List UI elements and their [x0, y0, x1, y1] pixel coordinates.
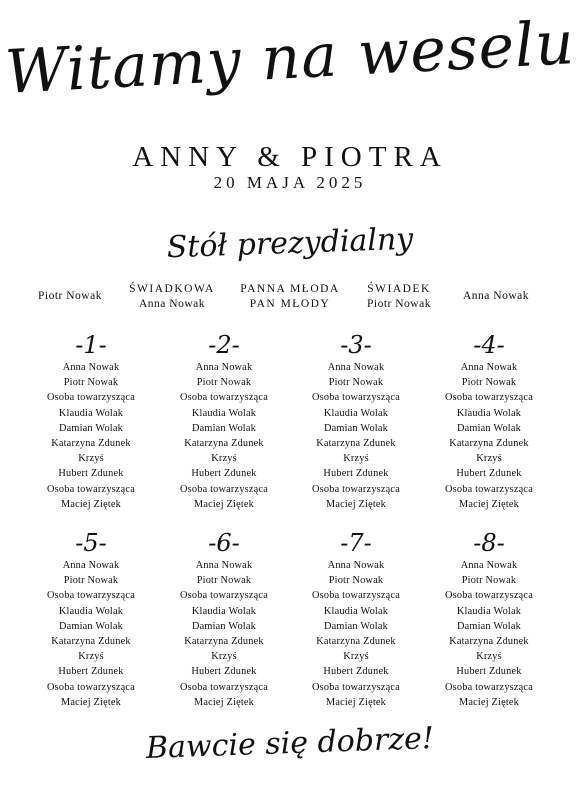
guest-name: Piotr Nowak — [63, 377, 119, 389]
guest-name: Osoba towarzysząca — [180, 681, 268, 693]
guest-name: Osoba towarzysząca — [312, 483, 400, 495]
welcome-title: Witamy na weselu — [3, 8, 577, 108]
guest-name: Maciej Ziętek — [60, 696, 122, 708]
guest-name: Katarzyna Zdunek — [316, 438, 396, 450]
guest-name: Osoba towarzysząca — [180, 483, 268, 495]
guest-name: Klaudia Wolak — [58, 407, 124, 419]
guest-name: Maciej Ziętek — [193, 696, 255, 708]
table-number: -1- — [75, 331, 107, 359]
closing-message: Bawcie się dobrze! — [145, 720, 435, 767]
guest-name: Klaudia Wolak — [323, 407, 389, 419]
guest-name: Osoba towarzysząca — [445, 681, 533, 693]
guest-name: Maciej Ziętek — [60, 498, 122, 510]
guest-name: Katarzyna Zdunek — [51, 636, 131, 648]
guest-name: Krzyś — [476, 651, 502, 663]
table-6 — [158, 528, 290, 710]
head-seat-3 — [228, 282, 352, 312]
table-number: -6- — [208, 529, 240, 557]
guest-name: Osoba towarzysząca — [47, 483, 135, 495]
guest-name: Osoba towarzysząca — [47, 590, 135, 602]
guest-name: Katarzyna Zdunek — [449, 438, 529, 450]
head-seat-name: Anna Nowak — [139, 298, 205, 310]
guest-name: Klaudia Wolak — [58, 605, 124, 617]
guest-name: Anna Nowak — [62, 362, 120, 373]
guest-name: Maciej Ziętek — [458, 498, 520, 510]
guest-name: Damian Wolak — [323, 422, 388, 434]
guest-name: Anna Nowak — [195, 560, 253, 571]
guest-name: Hubert Zdunek — [58, 468, 124, 480]
guest-name: Katarzyna Zdunek — [316, 636, 396, 648]
guest-name: Osoba towarzysząca — [47, 392, 135, 404]
guest-name: Krzyś — [343, 651, 369, 663]
guest-name: Anna Nowak — [62, 560, 120, 571]
table-5 — [25, 528, 157, 710]
head-table-seats — [0, 280, 580, 320]
head-seat-role: ŚWIADEK — [367, 283, 431, 295]
guest-name: Damian Wolak — [58, 620, 123, 632]
guest-name: Hubert Zdunek — [58, 666, 124, 678]
guest-name: Hubert Zdunek — [323, 468, 389, 480]
table-number: -5- — [75, 529, 107, 557]
guest-name: Anna Nowak — [327, 362, 385, 373]
guest-name: Hubert Zdunek — [456, 666, 522, 678]
guest-name: Maciej Ziętek — [325, 498, 387, 510]
guest-name: Klaudia Wolak — [191, 605, 257, 617]
guest-name: Osoba towarzysząca — [445, 483, 533, 495]
guest-name: Damian Wolak — [456, 620, 521, 632]
guest-name: Katarzyna Zdunek — [184, 636, 264, 648]
table-2 — [158, 330, 290, 512]
guest-name: Maciej Ziętek — [325, 696, 387, 708]
table-number: -8- — [473, 529, 505, 557]
guest-name: Osoba towarzysząca — [312, 590, 400, 602]
table-4 — [423, 330, 555, 512]
guest-name: Osoba towarzysząca — [47, 681, 135, 693]
wedding-date: 20 MAJA 2025 — [213, 173, 367, 192]
table-3 — [290, 330, 422, 512]
guest-name: Osoba towarzysząca — [312, 392, 400, 404]
guest-name: Damian Wolak — [58, 422, 123, 434]
head-seat-groom: PAN MŁODY — [249, 298, 331, 310]
table-number: -2- — [208, 331, 240, 359]
head-seat-1 — [18, 289, 122, 304]
guest-name: Piotr Nowak — [461, 575, 517, 587]
guest-name: Anna Nowak — [195, 362, 253, 373]
head-seat-5 — [448, 289, 544, 304]
head-seat-name: Anna Nowak — [463, 290, 529, 302]
guest-name: Osoba towarzysząca — [445, 392, 533, 404]
guest-name: Damian Wolak — [191, 620, 256, 632]
guest-name: Hubert Zdunek — [191, 666, 257, 678]
guest-name: Anna Nowak — [460, 560, 518, 571]
head-seat-4 — [352, 282, 446, 312]
guest-name: Maciej Ziętek — [193, 498, 255, 510]
guest-name: Krzyś — [211, 453, 237, 465]
guest-name: Krzyś — [476, 453, 502, 465]
guest-name: Damian Wolak — [456, 422, 521, 434]
guest-name: Osoba towarzysząca — [312, 681, 400, 693]
guest-name: Osoba towarzysząca — [180, 590, 268, 602]
guest-name: Klaudia Wolak — [456, 407, 522, 419]
head-seat-2 — [118, 282, 226, 312]
guest-name: Klaudia Wolak — [191, 407, 257, 419]
couple-names: ANNY & PIOTRA — [132, 141, 448, 173]
head-seat-role: ŚWIADKOWA — [129, 283, 215, 295]
table-7 — [290, 528, 422, 710]
guest-name: Anna Nowak — [327, 560, 385, 571]
guest-name: Krzyś — [211, 651, 237, 663]
guest-name: Piotr Nowak — [63, 575, 119, 587]
table-1 — [25, 330, 157, 512]
guest-name: Osoba towarzysząca — [445, 590, 533, 602]
head-seat-name: Piotr Nowak — [367, 298, 431, 310]
table-8 — [423, 528, 555, 710]
guest-name: Katarzyna Zdunek — [184, 438, 264, 450]
guest-name: Damian Wolak — [323, 620, 388, 632]
guest-name: Krzyś — [78, 651, 104, 663]
guest-name: Katarzyna Zdunek — [449, 636, 529, 648]
guest-name: Klaudia Wolak — [323, 605, 389, 617]
guest-name: Anna Nowak — [460, 362, 518, 373]
head-seat-bride: PANNA MŁODA — [240, 283, 340, 295]
guest-name: Katarzyna Zdunek — [51, 438, 131, 450]
guest-name: Hubert Zdunek — [191, 468, 257, 480]
table-number: -3- — [340, 331, 372, 359]
guest-name: Piotr Nowak — [461, 377, 517, 389]
table-number: -4- — [473, 331, 505, 359]
guest-name: Klaudia Wolak — [456, 605, 522, 617]
guest-name: Krzyś — [78, 453, 104, 465]
guest-name: Hubert Zdunek — [323, 666, 389, 678]
head-table-title: Stół prezydialny — [166, 221, 414, 266]
guest-name: Piotr Nowak — [328, 575, 384, 587]
head-seat-name: Piotr Nowak — [38, 290, 102, 302]
guest-name: Piotr Nowak — [328, 377, 384, 389]
guest-name: Krzyś — [343, 453, 369, 465]
guest-name: Piotr Nowak — [196, 575, 252, 587]
guest-name: Osoba towarzysząca — [180, 392, 268, 404]
guest-name: Damian Wolak — [191, 422, 256, 434]
guest-name: Maciej Ziętek — [458, 696, 520, 708]
guest-name: Piotr Nowak — [196, 377, 252, 389]
table-number: -7- — [340, 529, 372, 557]
guest-name: Hubert Zdunek — [456, 468, 522, 480]
